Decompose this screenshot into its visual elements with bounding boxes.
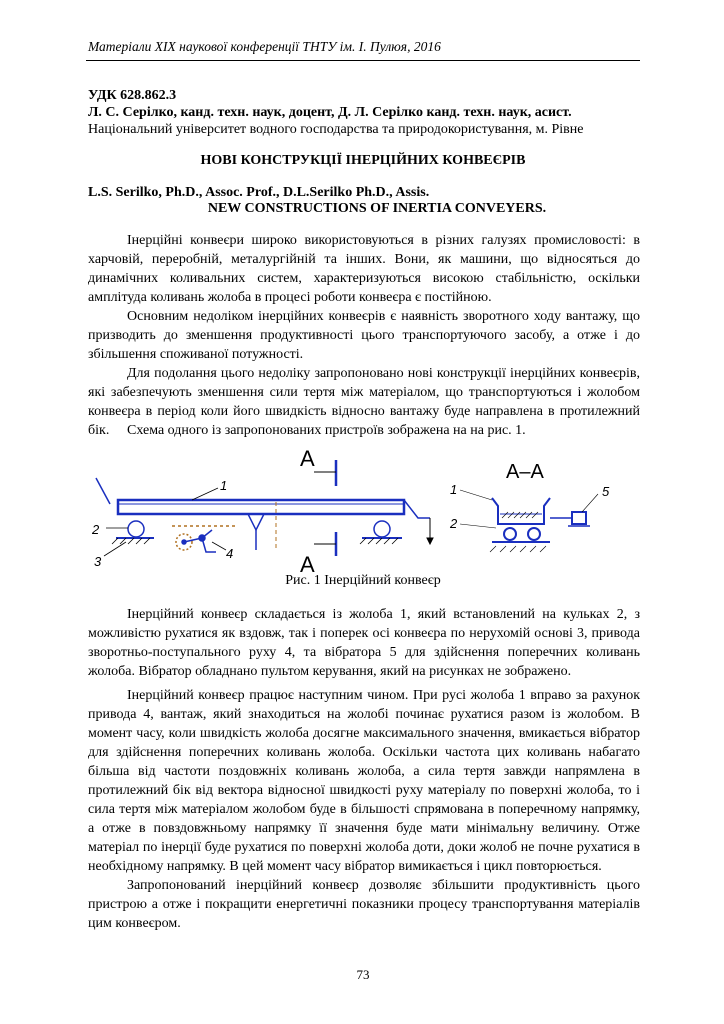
feed-line xyxy=(96,478,110,504)
section-letter-bottom: A xyxy=(300,552,315,577)
header-divider xyxy=(86,60,640,61)
trough-1 xyxy=(118,500,404,514)
affiliation: Національний університет водного господарства та природокористування, м. Рівне xyxy=(88,122,584,137)
paragraph-3: Для подолання цього недоліку запропоновано нові конструкції інерційних конвеєрів, які забезпечують зменшення сили тертя між матеріалом, що транспортуються і жолобом конвеєра в період коли його швидкість відносно вантажу буде направлена в протилежний бік. xyxy=(88,366,640,438)
paragraph-5: Інерційний конвеєр складається із жолоба 1, який встановлений на кульках 2, з можливістю рухатися як вздовж, так і поперек осі конвеєра по нерухомій основі 3, привода зворотньо-поступального руху 4, та вібратора 5 для здійснення поперечних коливань жолоба. Вібратор обладнано пультом керування, який на рисунках не зображено. xyxy=(88,607,640,679)
section-title: А–А xyxy=(506,461,544,483)
trough-cross-section xyxy=(492,498,550,524)
center-support xyxy=(248,514,264,530)
section-letter-top: A xyxy=(300,446,315,471)
label-drive: 4 xyxy=(226,546,234,561)
running-header: Матеріали XIX наукової конференції ТНТУ ім. І. Пулюя, 2016 xyxy=(88,39,441,54)
article-title-ua: НОВІ КОНСТРУКЦІЇ ІНЕРЦІЙНИХ КОНВЕЄРІВ xyxy=(200,153,526,168)
paragraph-6: Інерційний конвеєр працює наступним чином. При русі жолоба 1 вправо за рахунок привода 4, вантаж, який знаходиться на жолобі починає рухатися разом із жолобом. В момент часу, коли швидкість жолоба досягне максимального значення, вмикається вібратор для здійснення поперечних коливань жолоба. Оскільки частота цих коливань набагато більша від частоти поздовжніх коливань жолоба, а сила тертя завжди напрямлена в протилежний бік від вектора відносної швидкості руху матеріалу по поверхні жолоба, то і сила тертя між матеріалом жолобом буде в більшості спрямована в поперечному напрямку, а отже в повздовжньому напрямку її значення буде мати мінімальну величину. Отже матеріал по інерції буде рухатися по поверхні жолоба доти, доки жолоб не почне рухатися в необхідному напрямку. В цей момент часу вібратор вимикається і цикл повторюється. xyxy=(88,688,640,874)
udk-code: УДК 628.862.3 xyxy=(88,88,177,103)
paragraph-4: Схема одного із запропонованих пристроїв зображена на на рис. 1. xyxy=(127,423,526,438)
label-balls: 2 xyxy=(92,522,100,537)
label-section-trough: 1 xyxy=(450,482,458,497)
paragraph-7: Запропонований інерційний конвеєр дозволяє збільшити продуктивність цього пристрою а отже і покращити енергетичні показники процесу транспортування матеріалів цим конвеєром. xyxy=(88,878,640,931)
label-base: 3 xyxy=(94,554,102,569)
article-title-en: NEW CONSTRUCTIONS OF INERTIA CONVEYERS. xyxy=(207,201,547,216)
page-number: 73 xyxy=(356,967,370,982)
paragraph-2: Основним недоліком інерційних конвеєрів є наявність зворотного ходу вантажу, що призводить до зменшення продуктивності цього транспортуючого засобу, а отже і до збільшення споживаної потужності. xyxy=(88,309,640,362)
section-marker xyxy=(300,446,336,577)
cross-section-view xyxy=(492,498,590,542)
authors-ua: Л. С. Серілко, канд. техн. наук, доцент, Д. Л. Серілко канд. техн. наук, асист. xyxy=(88,105,572,120)
conveyor-side-view xyxy=(96,478,433,552)
vibrator-5 xyxy=(572,512,586,524)
article-meta xyxy=(88,87,648,138)
english-meta xyxy=(88,184,648,201)
label-vibrator: 5 xyxy=(602,484,610,499)
authors-en: L.S. Serilko, Ph.D., Assoc. Prof., D.L.Serilko Ph.D., Assis. xyxy=(88,185,430,200)
paragraph-1: Інерційні конвеєри широко використовуються в різних галузях промисловості: в харчовій, переробній, металургійній та інших. Вони, як машини, що відносяться до динамічних коливальних систем, характеризуються високою стабільністю, оскільки амплітуда коливань жолоба в процесі роботи конвеєра є постійною. xyxy=(88,233,640,305)
discharge-chute xyxy=(404,500,430,518)
label-section-balls: 2 xyxy=(450,516,458,531)
ball-support-left xyxy=(128,521,144,537)
ball-support-right xyxy=(374,521,390,537)
label-trough: 1 xyxy=(220,478,228,493)
figure-caption: Рис. 1 Інерційний конвеєр xyxy=(285,573,441,588)
conveyor-figure xyxy=(88,438,648,586)
